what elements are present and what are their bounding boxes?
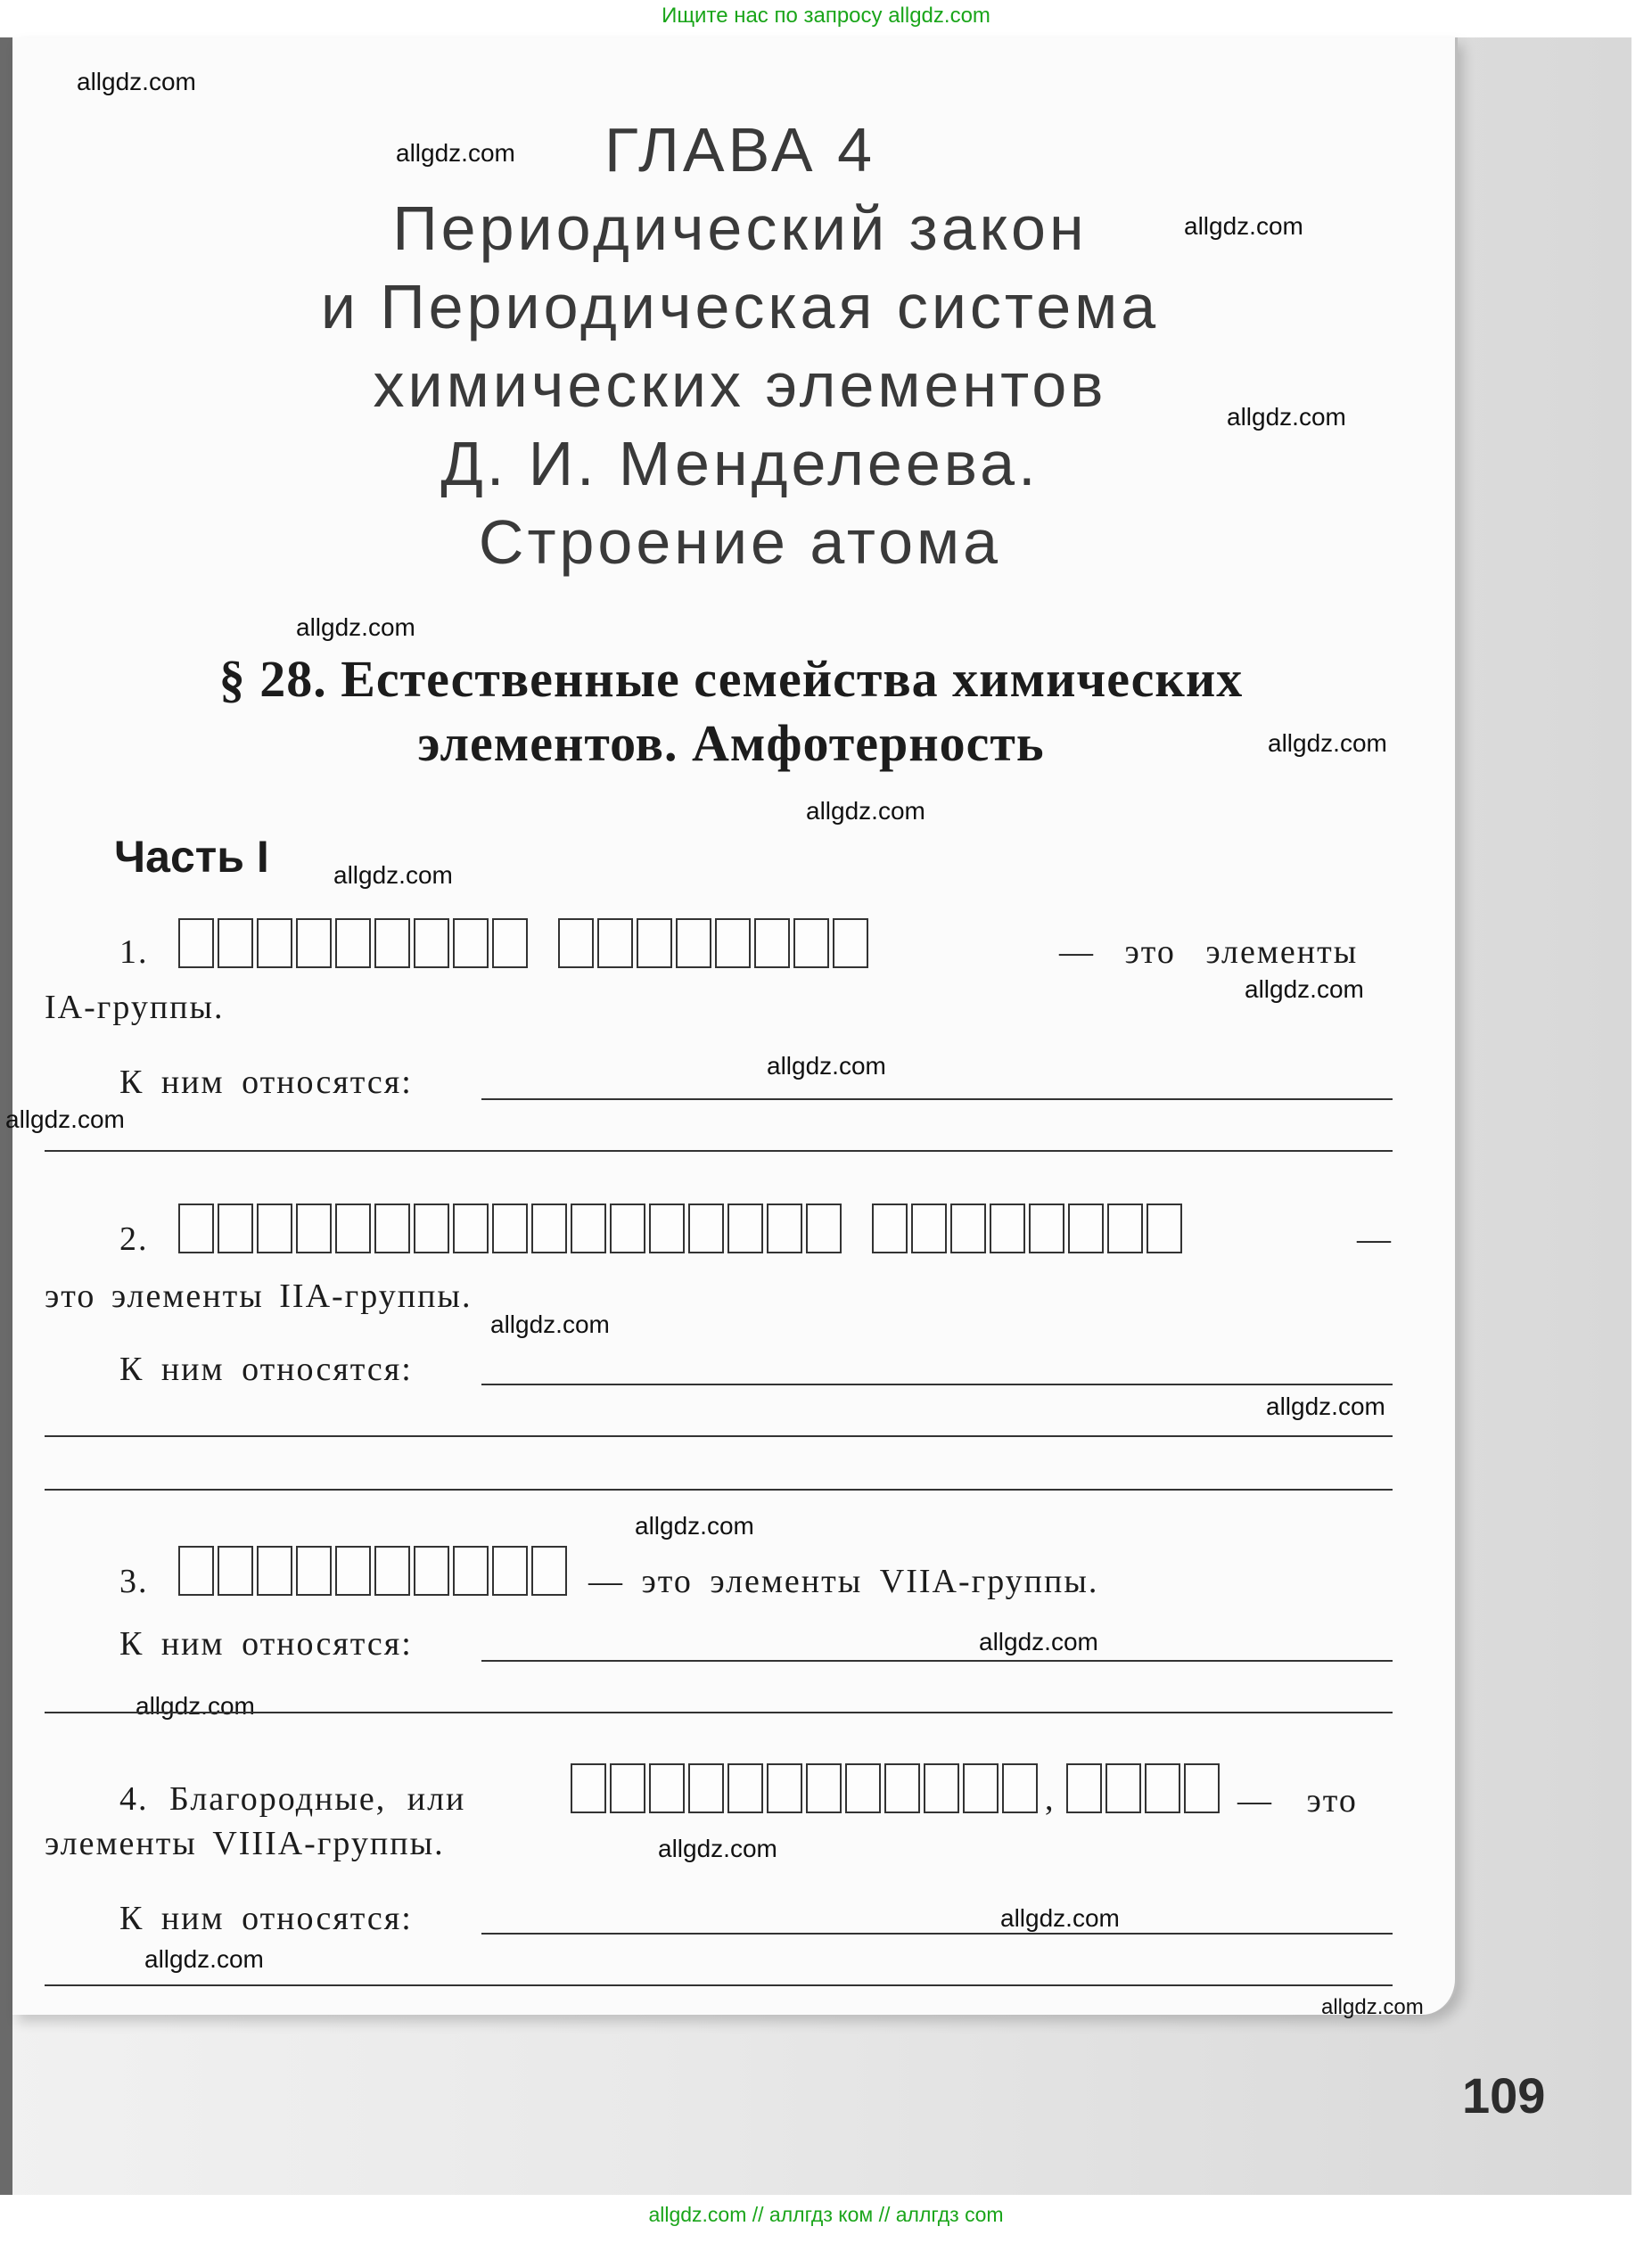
watermark: allgdz.com: [767, 1052, 886, 1080]
chapter-title-line: и Периодическая система: [320, 272, 1160, 341]
watermark: allgdz.com: [77, 68, 196, 95]
task-2-answer-line[interactable]: [45, 1435, 1393, 1437]
watermark: allgdz.com: [5, 1105, 125, 1133]
section-title-line: § 28. Естественные семейства химических: [218, 650, 1244, 708]
watermark: allgdz.com: [1227, 403, 1346, 431]
task-4-prefix: 4. Благородные, или: [119, 1780, 466, 1818]
watermark: allgdz.com: [635, 1512, 754, 1540]
chapter-title-line: химических элементов: [373, 350, 1107, 420]
watermark: allgdz.com: [1266, 1392, 1385, 1420]
watermark: allgdz.com: [333, 861, 453, 889]
watermark: allgdz.com: [658, 1835, 777, 1862]
task-1-relates-label: К ним относятся:: [119, 1064, 413, 1101]
watermark: allgdz.com: [136, 1692, 255, 1720]
chapter-number: ГЛАВА 4: [604, 115, 876, 185]
chapter-heading: [143, 111, 1337, 581]
task-1-tail: — это элементы: [1059, 933, 1359, 971]
task-1-letter-boxes[interactable]: [178, 918, 872, 968]
watermark: allgdz.com: [144, 1945, 264, 1973]
top-banner: Ищите нас по запросу allgdz.com: [662, 4, 990, 28]
watermark: allgdz.com: [490, 1310, 610, 1338]
task-1-number: 1.: [119, 933, 149, 971]
bottom-banner: allgdz.com // аллгдз ком // аллгдз сom: [648, 2203, 1004, 2226]
watermark: allgdz.com: [1321, 1995, 1424, 2019]
task-1-continuation: IA-группы.: [45, 989, 225, 1026]
task-4-letter-boxes[interactable]: [571, 1763, 1041, 1813]
task-4-answer-line[interactable]: [45, 1984, 1393, 1986]
task-4-continuation: элементы VIIIA-группы.: [45, 1825, 445, 1862]
chapter-title-line: Периодический закон: [392, 193, 1088, 263]
watermark: allgdz.com: [1184, 212, 1303, 240]
watermark: allgdz.com: [979, 1628, 1098, 1655]
task-2-answer-line[interactable]: [45, 1489, 1393, 1491]
task-2-number: 2.: [119, 1220, 149, 1258]
section-heading: [71, 647, 1391, 776]
watermark: allgdz.com: [296, 613, 415, 641]
watermark: allgdz.com: [1000, 1904, 1120, 1932]
chapter-title-line: Д. И. Менделеева.: [440, 429, 1040, 498]
section-title-line: элементов. Амфотерность: [417, 714, 1045, 772]
task-3-answer-line[interactable]: [481, 1660, 1393, 1662]
task-2-letter-boxes[interactable]: [178, 1204, 1186, 1253]
task-3-relates-label: К ним относятся:: [119, 1625, 413, 1663]
task-2-tail: —: [1357, 1220, 1393, 1258]
task-4-relates-label: К ним относятся:: [119, 1900, 413, 1937]
task-3-tail: — это элементы VIIA-группы.: [588, 1563, 1099, 1600]
watermark: allgdz.com: [396, 139, 515, 167]
task-4-letter-boxes-short[interactable]: [1066, 1763, 1223, 1813]
task-2-continuation: это элементы IIA-группы.: [45, 1277, 473, 1315]
task-1-answer-line[interactable]: [481, 1098, 1393, 1100]
task-4-answer-line[interactable]: [481, 1933, 1393, 1935]
page-number: 109: [1462, 2067, 1546, 2124]
task-2-answer-line[interactable]: [481, 1384, 1393, 1385]
task-4-comma: ,: [1045, 1780, 1056, 1818]
task-3-letter-boxes[interactable]: [178, 1546, 571, 1596]
task-2-relates-label: К ним относятся:: [119, 1351, 413, 1388]
task-3-answer-line[interactable]: [45, 1712, 1393, 1713]
watermark: allgdz.com: [1268, 729, 1387, 757]
task-3-number: 3.: [119, 1563, 149, 1600]
task-4-tail: — это: [1237, 1782, 1358, 1820]
watermark: allgdz.com: [806, 797, 925, 825]
watermark: allgdz.com: [1245, 975, 1364, 1003]
chapter-title-line: Строение атома: [478, 507, 1002, 577]
task-1-answer-line[interactable]: [45, 1150, 1393, 1152]
part-title: Часть I: [114, 832, 269, 882]
